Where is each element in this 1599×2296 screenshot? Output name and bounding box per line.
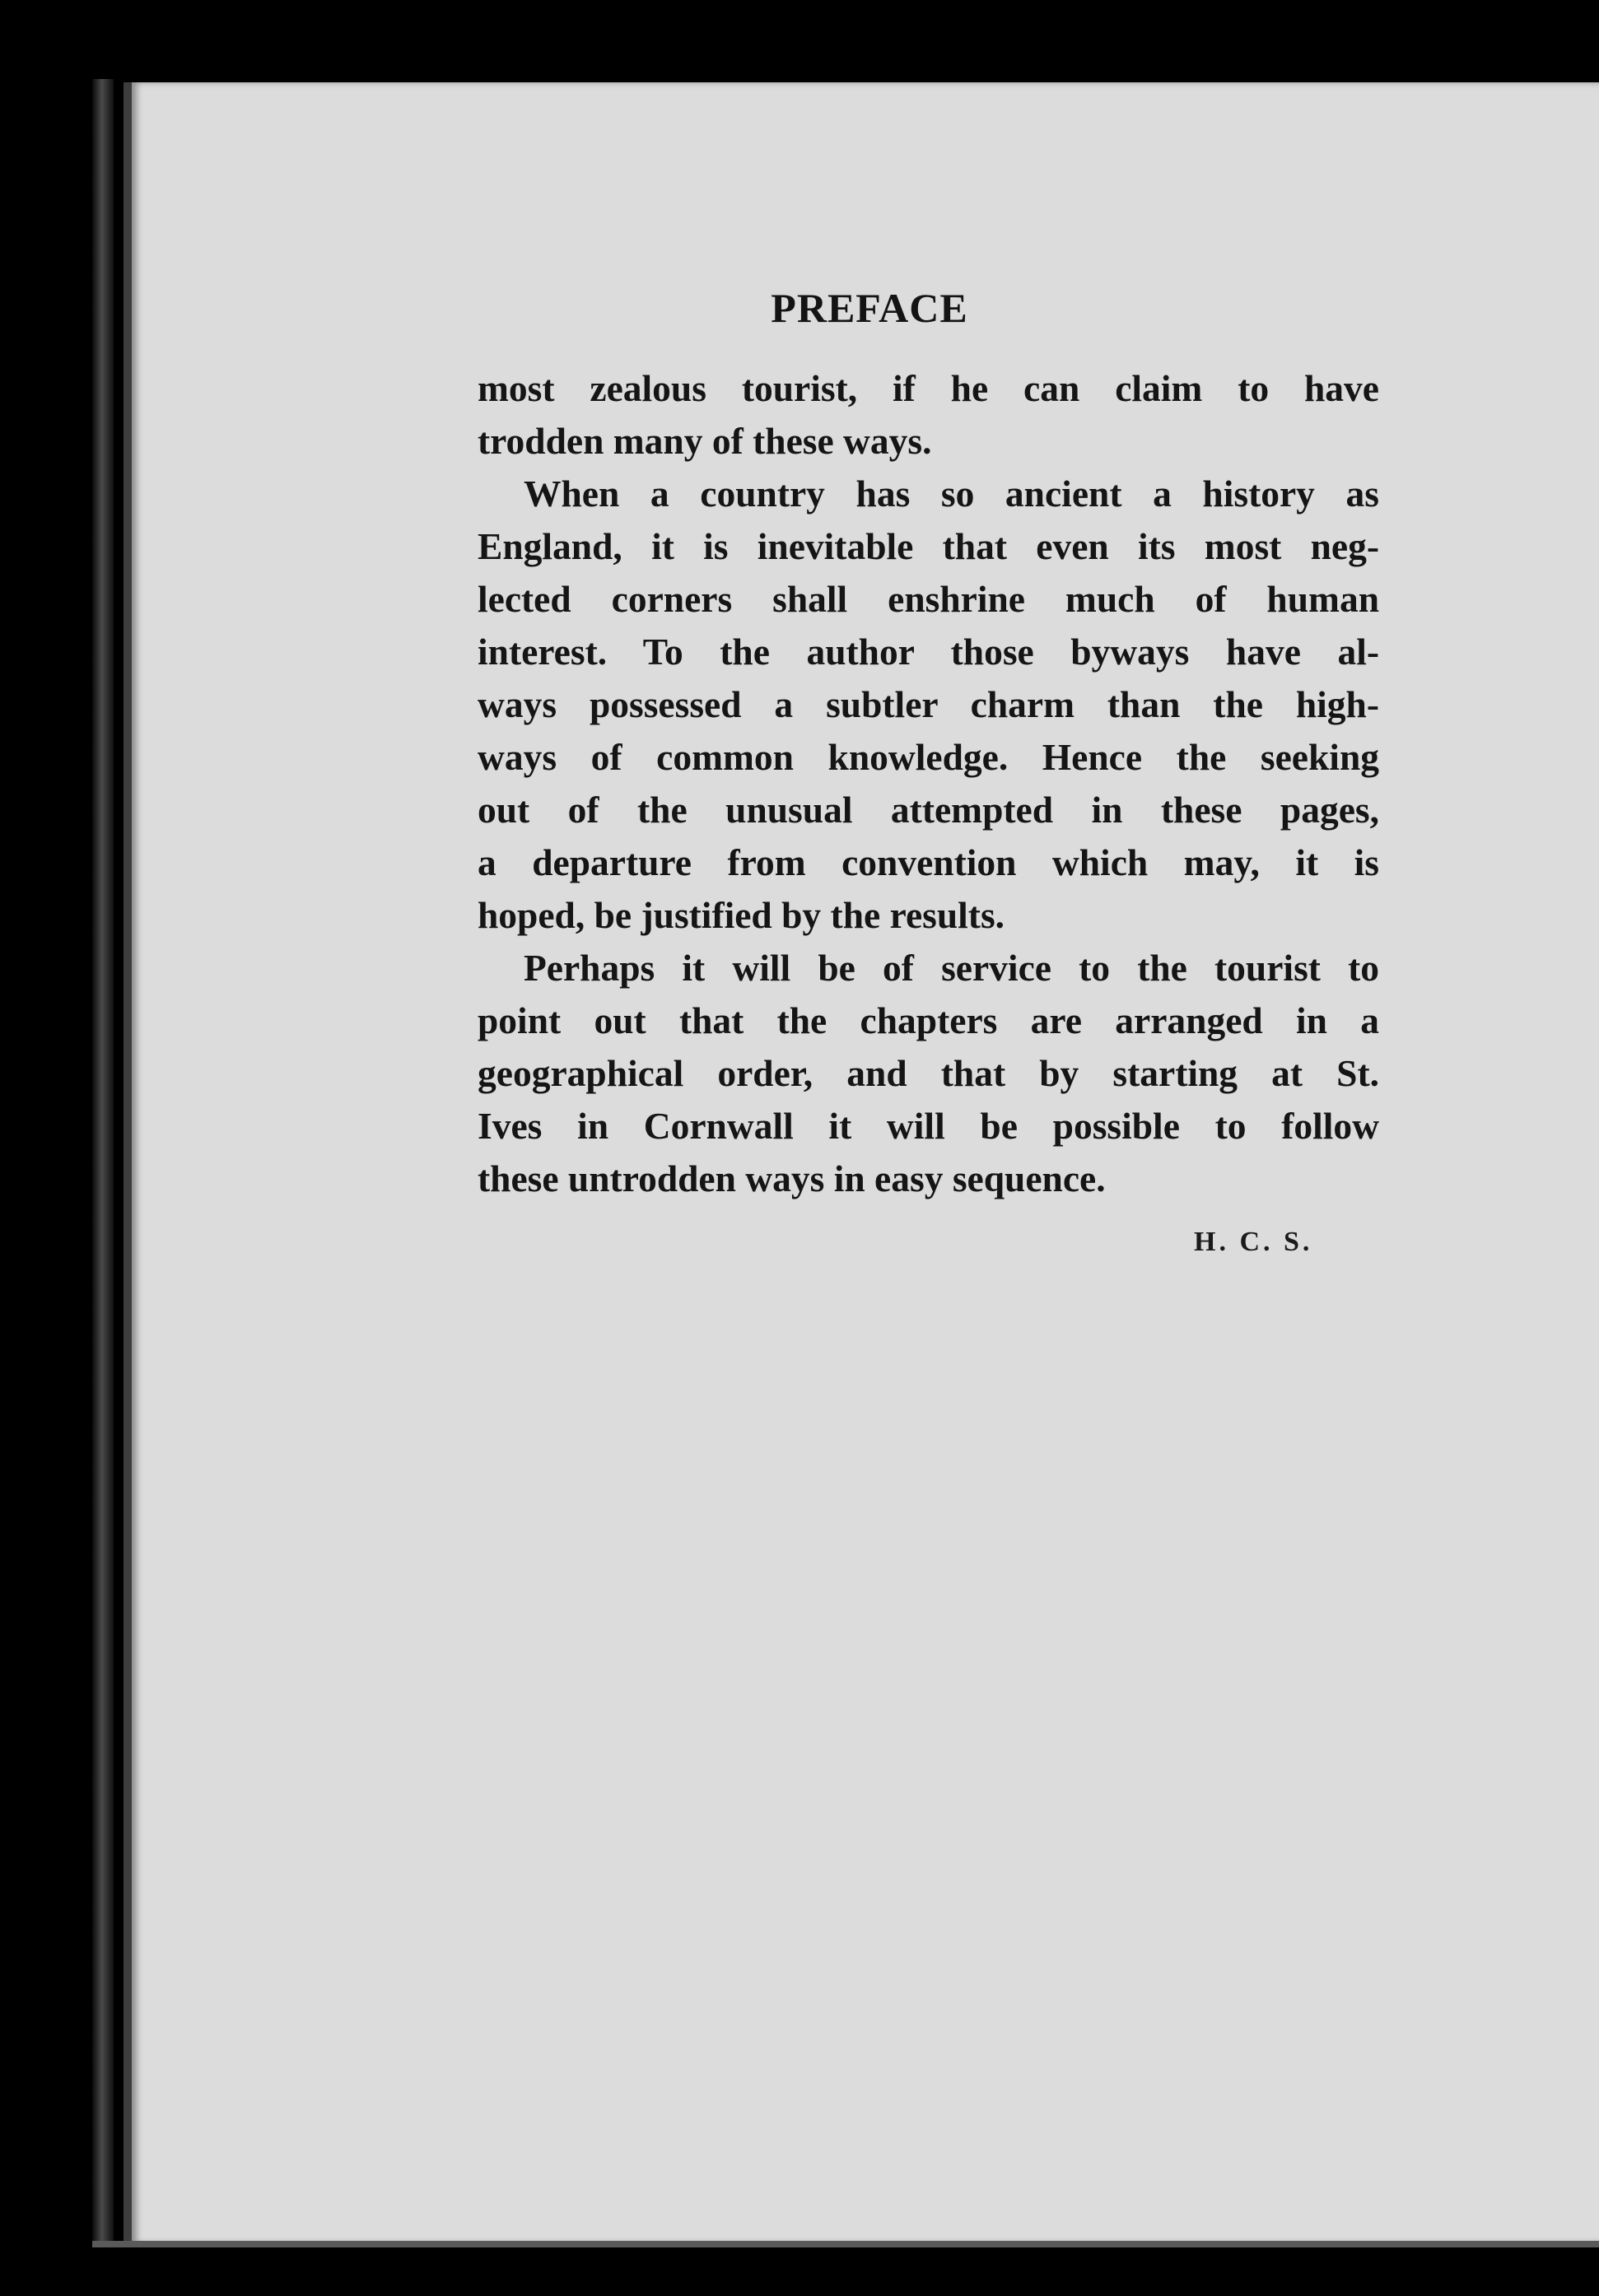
text-line: Ives in Cornwall it will be possible to follow: [478, 1105, 1379, 1147]
preface-text: [478, 362, 1379, 1205]
text-line: When a country has so ancient a history as: [524, 473, 1379, 515]
author-initials: H. C. S.: [1194, 1227, 1313, 1257]
text-line: hoped, be justified by the results.: [478, 894, 1005, 936]
book-page: [124, 82, 1599, 2243]
text-line: out of the unusual attempted in these pages,: [478, 789, 1379, 831]
page-bottom-edge: [92, 2241, 1599, 2247]
text-line: point out that the chapters are arranged in a: [478, 999, 1379, 1041]
text-line: trodden many of these ways.: [478, 420, 932, 462]
text-line: most zealous tourist, if he can claim to have: [478, 367, 1379, 409]
text-line: a departure from convention which may, it is: [478, 841, 1379, 883]
text-line: geographical order, and that by starting at St.: [478, 1052, 1379, 1094]
text-line: Perhaps it will be of service to the tourist to: [524, 947, 1379, 989]
page-heading: PREFACE: [771, 285, 968, 331]
text-line: lected corners shall enshrine much of human: [478, 578, 1379, 620]
text-line: these untrodden ways in easy sequence.: [478, 1157, 1106, 1199]
book-spine-edge: [92, 79, 114, 2244]
text-line: ways of common knowledge. Hence the seeking: [478, 736, 1379, 778]
text-line: interest. To the author those byways have al-: [478, 631, 1379, 673]
text-line: ways possessed a subtler charm than the high-: [478, 683, 1379, 725]
text-line: England, it is inevitable that even its most neg-: [478, 525, 1379, 567]
